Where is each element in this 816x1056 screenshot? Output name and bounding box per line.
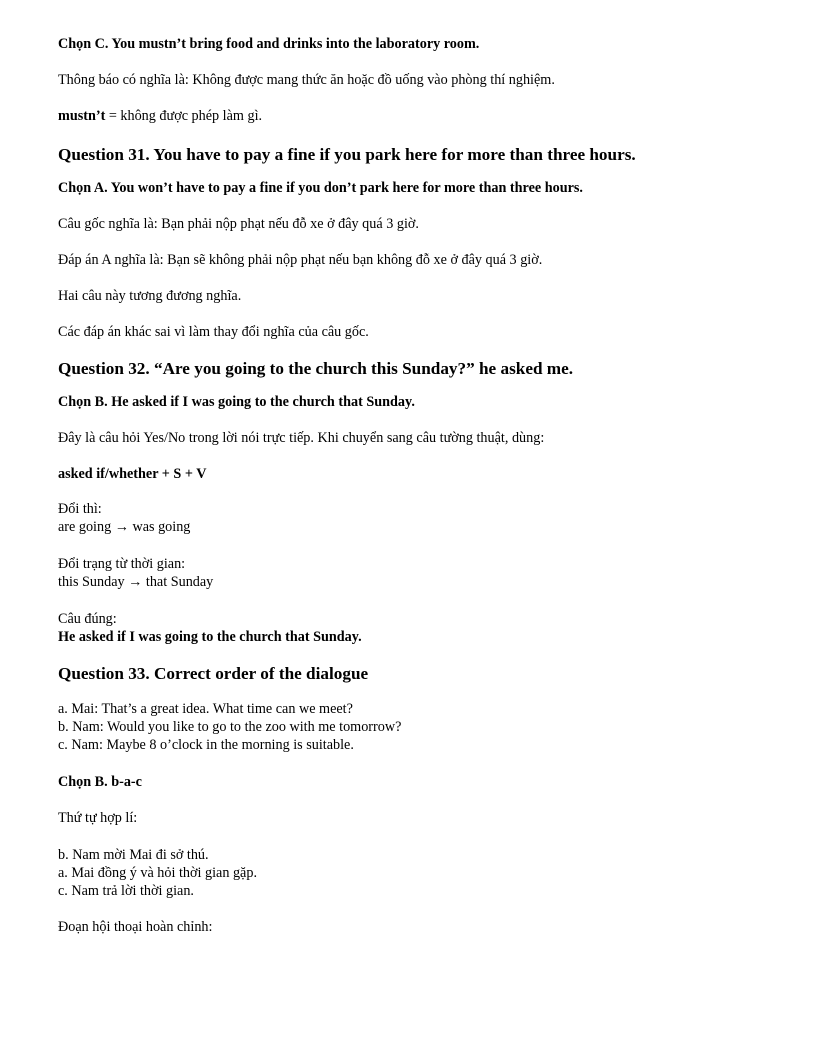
q32-adverb-change: this Sunday → that Sunday	[58, 574, 214, 590]
q30-note-term: mustn’t	[58, 108, 106, 124]
order-item-b: b. Nam mời Mai đi sở thú.	[58, 847, 209, 863]
q31-heading: Question 31. You have to pay a fine if you park here for more than three hours.	[58, 145, 636, 164]
q32-tense-label: Đổi thì:	[58, 501, 102, 517]
q30-note-rest: = không được phép làm gì.	[105, 108, 263, 124]
q33-order-label: Thứ tự hợp lí:	[58, 810, 138, 826]
q30-note	[58, 108, 778, 125]
q31-line-3: Hai câu này tương đương nghĩa.	[58, 288, 242, 304]
order-item-c: c. Nam trả lời thời gian.	[58, 883, 194, 899]
q31-line-2: Đáp án A nghĩa là: Bạn sẽ không phải nộp phạt nếu bạn không đỗ xe ở đây quá 3 giờ.	[58, 252, 543, 268]
q32-tense-block	[58, 500, 778, 536]
q33-heading: Question 33. Correct order of the dialogue	[58, 664, 369, 683]
q30-meaning: Thông báo có nghĩa là: Không được mang thức ăn hoặc đồ uống vào phòng thí nghiệm.	[58, 72, 555, 88]
q32-tense-change: are going → was going	[58, 519, 191, 535]
q32-formula: asked if/whether + S + V	[58, 466, 207, 482]
q30-answer: Chọn C. You mustn’t bring food and drinks into the laboratory room.	[58, 36, 480, 52]
q33-dialogue	[58, 700, 778, 754]
dialogue-line-c: c. Nam: Maybe 8 o’clock in the morning is suitable.	[58, 737, 354, 753]
q32-adverb-block	[58, 555, 778, 591]
dialogue-line-b: b. Nam: Would you like to go to the zoo with me tomorrow?	[58, 719, 402, 735]
q33-order-list	[58, 846, 778, 900]
q31-answer: Chọn A. You won’t have to pay a fine if you don’t park here for more than three hours.	[58, 180, 583, 196]
q31-line-1: Câu gốc nghĩa là: Bạn phải nộp phạt nếu đỗ xe ở đây quá 3 giờ.	[58, 216, 419, 232]
q33-answer: Chọn B. b-a-c	[58, 774, 142, 790]
q32-intro: Đây là câu hỏi Yes/No trong lời nói trực tiếp. Khi chuyển sang câu tường thuật, dùng:	[58, 430, 545, 446]
q32-correct-sentence: He asked if I was going to the church that Sunday.	[58, 629, 362, 645]
dialogue-line-a: a. Mai: That’s a great idea. What time can we meet?	[58, 701, 353, 717]
q33-complete-label: Đoạn hội thoại hoàn chỉnh:	[58, 919, 213, 935]
q32-correct-block	[58, 610, 778, 646]
q32-answer: Chọn B. He asked if I was going to the church that Sunday.	[58, 394, 415, 410]
document-page	[58, 36, 778, 936]
q32-heading: Question 32. “Are you going to the church this Sunday?” he asked me.	[58, 359, 574, 378]
order-item-a: a. Mai đồng ý và hỏi thời gian gặp.	[58, 865, 257, 881]
q32-correct-label: Câu đúng:	[58, 611, 117, 627]
q31-line-4: Các đáp án khác sai vì làm thay đổi nghĩa của câu gốc.	[58, 324, 369, 340]
q32-adverb-label: Đổi trạng từ thời gian:	[58, 556, 186, 572]
